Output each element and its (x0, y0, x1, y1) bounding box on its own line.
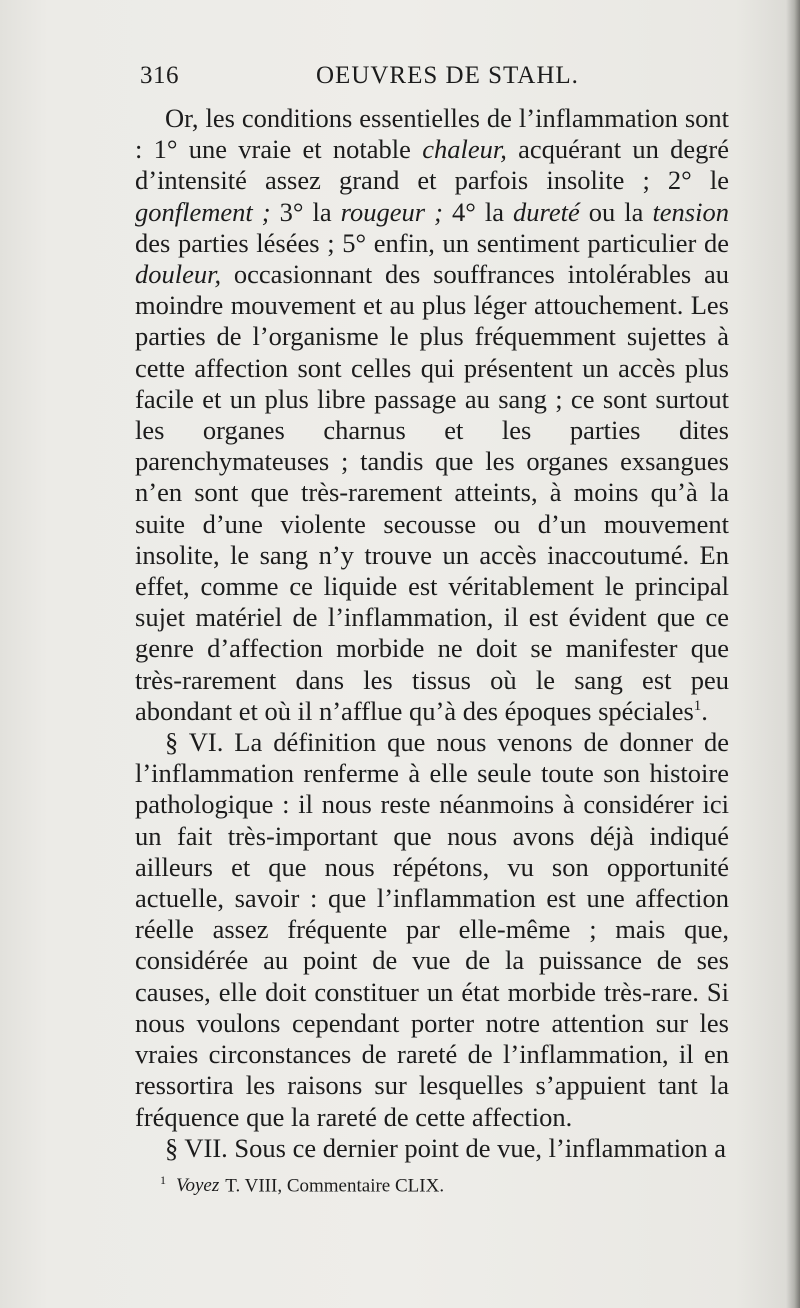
text-run: 4° la (442, 196, 513, 227)
text-run: § VII. Sous ce dernier point de vue, l’inflammation a (165, 1132, 727, 1163)
text-run: . (701, 695, 708, 726)
text-run: acquérant un degré d’intensité assez grand et parfois insolite ; 2° le (135, 134, 729, 196)
footnote-text: T. VIII, Commentaire CLIX. (225, 1175, 445, 1197)
body-text (135, 103, 729, 1164)
footnote-reference: 1 (693, 698, 702, 715)
running-title: OEUVRES DE STAHL. (316, 62, 579, 89)
page-edge-shadow (786, 0, 800, 1308)
emphasis: dureté (513, 196, 580, 227)
text-run: § VI. La définition que nous venons de donner de l’inflammation renferme à elle seule toute son histoire pathologique : il nous reste néanmoins à considérer ici un fait très-important que nous avons déjà indiqué ailleurs et que nous répétons, vu son opportunité actuelle, savoir : que l’inflammation est une affection réelle assez fréquente par elle-même ; mais que, considérée au point de vue de la puissance de ses causes, elle doit constituer un état morbide très-rare. Si nous voulons cependant porter notre attention sur les vraies circonstances de rareté de l’inflammation, il en ressortira les raisons sur lesquelles s’appuient tant la fréquence que la rareté de cette affection. (135, 727, 729, 1132)
footnote-mark: 1 (160, 1173, 166, 1187)
emphasis: gonflement ; (135, 196, 271, 227)
footnote (160, 1168, 720, 1198)
emphasis: douleur, (135, 259, 222, 290)
paragraph (135, 1133, 729, 1164)
text-run: Or, les conditions essentielles de l’inflammation sont : 1° une vraie et notable (135, 103, 729, 165)
running-header (140, 62, 735, 96)
emphasis: chaleur, (422, 134, 507, 165)
page-number: 316 (140, 62, 179, 89)
text-run: occasionnant des souffrances intolérables au moindre mouvement et au plus léger attouchement. Les parties de l’organisme le plus fréquemment sujettes à cette affection sont celles qui présentent un accès plus facile et un plus libre passage au sang ; ce sont surtout les organes charnus et les parties dites parenchymateuses ; tandis que les organes exsangues n’en sont que très-rarement atteints, à moins qu’à la suite d’une violente secousse ou d’un mouvement insolite, le sang n’y trouve un accès inaccoutumé. En effet, comme ce liquide est véritablement le principal sujet matériel de l’inflammation, il est évident que ce genre d’affection morbide ne doit se manifester que très-rarement dans les tissus où le sang est peu abondant et où il n’afflue qu’à des époques spéciales (135, 259, 729, 726)
footnote-voyez: Voyez (176, 1175, 220, 1197)
text-run: des parties lésées ; 5° enfin, un sentiment particulier de (135, 227, 729, 258)
paragraph (135, 103, 729, 727)
text-run: 3° la (270, 196, 341, 227)
emphasis: tension (652, 196, 729, 227)
text-run: ou la (579, 196, 653, 227)
emphasis: rougeur ; (340, 196, 443, 227)
paragraph (135, 727, 729, 1133)
